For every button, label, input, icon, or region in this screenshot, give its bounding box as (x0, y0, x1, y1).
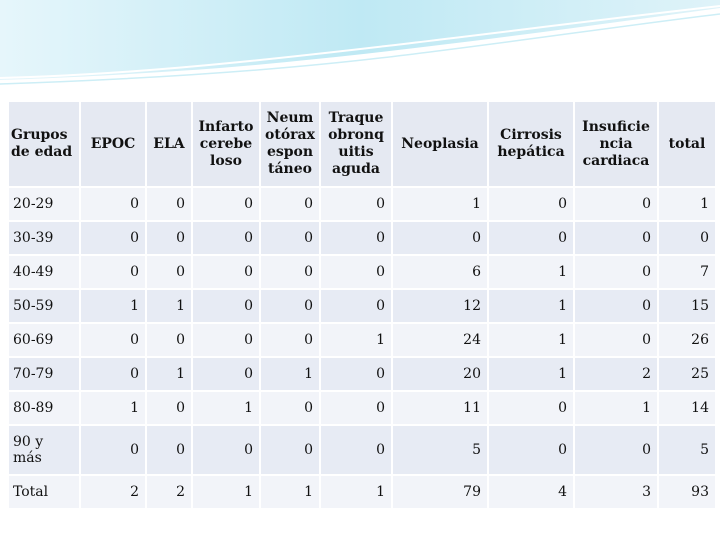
age-group-label: 40-49 (9, 256, 79, 288)
table-cell: 1 (393, 188, 487, 220)
table-cell: 0 (147, 324, 191, 356)
table-cell: 0 (659, 222, 715, 254)
table-cell: 79 (393, 476, 487, 508)
table-cell: 0 (193, 188, 259, 220)
decorative-wave-banner (0, 0, 720, 90)
table-cell: 0 (489, 392, 573, 424)
table-cell: 1 (575, 392, 657, 424)
table-cell: 0 (321, 426, 391, 474)
table-cell: 0 (321, 188, 391, 220)
table-cell: 0 (321, 222, 391, 254)
table-cell: 0 (261, 392, 319, 424)
table-cell: 0 (575, 426, 657, 474)
table-cell: 0 (147, 188, 191, 220)
table-cell: 1 (193, 476, 259, 508)
table-row (9, 392, 715, 424)
table-cell: 1 (81, 290, 145, 322)
column-header: Insuficie ncia cardiaca (575, 102, 657, 186)
age-group-label: 20-29 (9, 188, 79, 220)
table-cell: 0 (261, 188, 319, 220)
header-age-group: Grupos de edad (9, 102, 79, 186)
table-cell: 0 (575, 290, 657, 322)
table-cell: 3 (575, 476, 657, 508)
table-cell: 0 (261, 222, 319, 254)
table-cell: 0 (489, 426, 573, 474)
table-cell: 93 (659, 476, 715, 508)
table-cell: 0 (81, 222, 145, 254)
table-cell: 0 (193, 256, 259, 288)
table-cell: 1 (321, 476, 391, 508)
table-total-row (9, 476, 715, 508)
table-cell: 11 (393, 392, 487, 424)
table-row (9, 222, 715, 254)
age-group-label: 50-59 (9, 290, 79, 322)
table-cell: 0 (147, 256, 191, 288)
table-cell: 0 (81, 324, 145, 356)
table-cell: 0 (261, 324, 319, 356)
age-group-label: 90 y más (9, 426, 79, 474)
table-cell: 0 (321, 290, 391, 322)
column-header: Traque obronq uitis aguda (321, 102, 391, 186)
table-cell: 0 (393, 222, 487, 254)
table-cell: 2 (575, 358, 657, 390)
age-group-label: 60-69 (9, 324, 79, 356)
column-header: EPOC (81, 102, 145, 186)
table-row (9, 256, 715, 288)
table-cell: 1 (489, 290, 573, 322)
deaths-by-age-table (7, 100, 717, 510)
table-cell: 0 (193, 426, 259, 474)
table-row (9, 290, 715, 322)
table-cell: 0 (489, 222, 573, 254)
table-cell: 0 (261, 290, 319, 322)
table-cell: 6 (393, 256, 487, 288)
table-cell: 0 (193, 358, 259, 390)
column-header: Cirrosis hepática (489, 102, 573, 186)
table-cell: 0 (193, 290, 259, 322)
table-cell: 0 (193, 222, 259, 254)
table-cell: 1 (489, 358, 573, 390)
table-cell: 0 (147, 426, 191, 474)
age-group-label: 80-89 (9, 392, 79, 424)
table-cell: 0 (261, 256, 319, 288)
age-group-label: Total (9, 476, 79, 508)
table-cell: 25 (659, 358, 715, 390)
table-cell: 12 (393, 290, 487, 322)
table-cell: 26 (659, 324, 715, 356)
table-cell: 14 (659, 392, 715, 424)
table-cell: 0 (575, 188, 657, 220)
table-cell: 2 (147, 476, 191, 508)
table-cell: 7 (659, 256, 715, 288)
table-cell: 1 (81, 392, 145, 424)
table-cell: 0 (575, 324, 657, 356)
table-cell: 1 (489, 256, 573, 288)
column-header: Neoplasia (393, 102, 487, 186)
table-cell: 5 (659, 426, 715, 474)
table-cell: 0 (575, 222, 657, 254)
table-cell: 0 (489, 188, 573, 220)
table-row (9, 358, 715, 390)
table-cell: 1 (261, 476, 319, 508)
age-group-label: 70-79 (9, 358, 79, 390)
table-cell: 0 (575, 256, 657, 288)
table-cell: 0 (147, 222, 191, 254)
table-cell: 0 (321, 358, 391, 390)
table-row (9, 324, 715, 356)
column-header: Neum otórax espon táneo (261, 102, 319, 186)
table-cell: 0 (321, 392, 391, 424)
column-header: total (659, 102, 715, 186)
table-cell: 0 (81, 256, 145, 288)
table-cell: 1 (659, 188, 715, 220)
table-cell: 4 (489, 476, 573, 508)
table-header-row (9, 102, 715, 186)
table-cell: 1 (321, 324, 391, 356)
table-cell: 1 (147, 358, 191, 390)
table-cell: 0 (147, 392, 191, 424)
column-header: ELA (147, 102, 191, 186)
table-cell: 1 (261, 358, 319, 390)
table-cell: 15 (659, 290, 715, 322)
table-cell: 1 (489, 324, 573, 356)
column-header: Infarto cerebe loso (193, 102, 259, 186)
table-cell: 0 (261, 426, 319, 474)
table-cell: 0 (81, 358, 145, 390)
table-cell: 24 (393, 324, 487, 356)
table-cell: 0 (321, 256, 391, 288)
age-group-label: 30-39 (9, 222, 79, 254)
table-cell: 2 (81, 476, 145, 508)
table-row (9, 188, 715, 220)
table-cell: 1 (193, 392, 259, 424)
table-row (9, 426, 715, 474)
table-cell: 0 (81, 188, 145, 220)
table-cell: 20 (393, 358, 487, 390)
table-cell: 0 (81, 426, 145, 474)
banner-wave-fill (0, 0, 720, 80)
table-cell: 1 (147, 290, 191, 322)
table-cell: 0 (193, 324, 259, 356)
table-cell: 5 (393, 426, 487, 474)
